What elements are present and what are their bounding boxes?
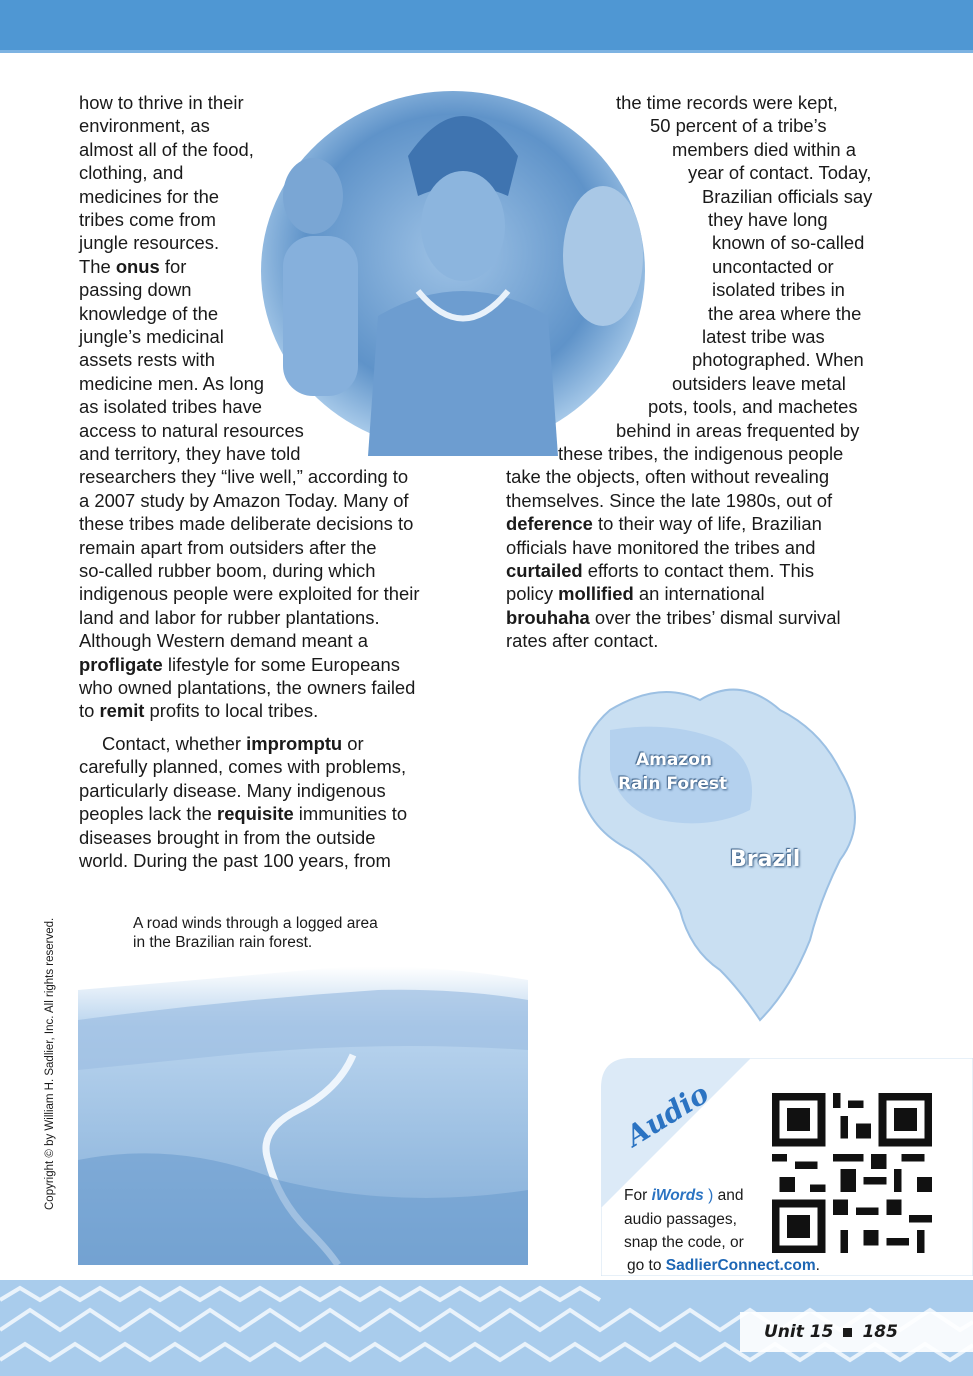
text-line: as isolated tribes have: [79, 396, 262, 418]
text-line: deference to their way of life, Brazilian: [506, 513, 822, 535]
vocabulary-word: deference: [506, 513, 593, 535]
text-line: policy mollified an international: [506, 583, 765, 605]
page-footer: [764, 1322, 898, 1342]
text-line: land and labor for rubber plantations.: [79, 606, 380, 628]
text-line: the time records were kept,: [616, 92, 838, 113]
text-line: outsiders leave metal: [672, 372, 846, 394]
text-line: passing down: [79, 279, 192, 301]
qr-code[interactable]: [772, 1093, 932, 1253]
text-line: year of contact. Today,: [688, 162, 872, 184]
text-line: Although Western demand meant a: [79, 630, 368, 652]
vocabulary-word: impromptu: [246, 733, 343, 754]
text-line: brouhaha over the tribes’ dismal survival: [506, 606, 841, 628]
text-line: these tribes, the indigenous people: [558, 443, 844, 464]
sadlier-connect-link[interactable]: SadlierConnect.com: [665, 1257, 816, 1274]
text-line: environment, as: [79, 115, 210, 137]
text-line: clothing, and: [79, 162, 184, 184]
text-line: The onus for: [79, 255, 187, 277]
text-line: researchers they “live well,” according to: [79, 466, 409, 488]
text-line: isolated tribes in: [712, 279, 845, 301]
text-line: uncontacted or: [712, 255, 834, 277]
vocabulary-word: onus: [115, 255, 160, 277]
text-line: known of so-called: [712, 232, 865, 254]
text-line: themselves. Since the late 1980s, out of: [506, 489, 833, 511]
text-line: remain apart from outsiders after the: [79, 536, 377, 558]
text-line: a 2007 study by Amazon Today. Many of: [79, 489, 409, 511]
unit-label: Unit 15: [764, 1322, 834, 1342]
text-line: tribes come from: [79, 209, 216, 230]
vocabulary-word: mollified: [558, 583, 634, 605]
logged-forest-photo: [78, 960, 528, 1265]
audio-line-4: go to SadlierConnect.com.: [627, 1257, 820, 1274]
audio-line-3: snap the code, or: [624, 1234, 744, 1251]
text-line: world. During the past 100 years, from: [79, 850, 391, 871]
text-line: take the objects, often without revealing: [506, 466, 830, 488]
text-line: these tribes made deliberate decisions to: [79, 513, 414, 535]
text-line: carefully planned, comes with problems,: [79, 756, 407, 778]
text-line: so-called rubber boom, during which: [79, 560, 376, 581]
vocabulary-word: remit: [99, 700, 145, 722]
text-line: knowledge of the: [79, 302, 219, 324]
text-line: how to thrive in their: [79, 92, 244, 113]
vocabulary-word: requisite: [217, 803, 294, 825]
text-line: access to natural resources: [79, 419, 304, 441]
text-line: to remit profits to local tribes.: [79, 700, 319, 722]
text-line: 50 percent of a tribe’s: [650, 115, 827, 137]
text-line: indigenous people were exploited for their: [79, 583, 420, 605]
text-line: diseases brought in from the outside: [79, 826, 376, 848]
square-bullet-icon: [843, 1328, 852, 1337]
text-line: profligate lifestyle for some Europeans: [79, 653, 400, 675]
vocabulary-word: profligate: [79, 653, 163, 675]
text-line: they have long: [708, 209, 828, 230]
text-line: particularly disease. Many indigenous: [79, 779, 386, 801]
text-line: medicines for the: [79, 185, 220, 207]
text-line: jungle resources.: [79, 232, 220, 254]
text-line: the area where the: [708, 302, 862, 324]
text-line: peoples lack the requisite immunities to: [79, 803, 408, 825]
text-line: rates after contact.: [506, 630, 659, 652]
text-line: behind in areas frequented by: [616, 419, 860, 441]
text-line: latest tribe was: [702, 326, 825, 347]
photo-caption: A road winds through a logged area in the Brazilian rain forest.: [133, 915, 378, 951]
top-banner: [0, 0, 973, 53]
vocabulary-word: curtailed: [506, 560, 583, 581]
text-line: photographed. When: [692, 349, 864, 371]
headphones-icon: ): [708, 1187, 714, 1204]
text-line: members died within a: [672, 138, 856, 160]
vocabulary-word: brouhaha: [506, 606, 590, 628]
text-line: officials have monitored the tribes and: [506, 536, 816, 558]
iwords-logo: iWords: [651, 1187, 704, 1204]
text-line: almost all of the food,: [79, 138, 254, 160]
text-line: assets rests with: [79, 349, 215, 371]
text-line: medicine men. As long: [79, 372, 265, 394]
map-label-brazil: Brazil: [730, 847, 801, 872]
text-line: who owned plantations, the owners failed: [79, 677, 416, 698]
copyright-notice: Copyright © by William H. Sadlier, Inc. All rights reserved.: [44, 917, 56, 1210]
text-line: Contact, whether impromptu or: [102, 733, 364, 754]
text-line: curtailed efforts to contact them. This: [506, 560, 815, 581]
map-label-rain-forest: Rain Forest: [618, 774, 728, 794]
text-line: Brazilian officials say: [702, 185, 873, 207]
text-line: jungle’s medicinal: [79, 326, 224, 347]
audio-line-1: For iWords ) and: [624, 1187, 744, 1204]
audio-line-2: audio passages,: [624, 1211, 737, 1228]
audio-heading: Audio: [620, 1076, 715, 1153]
map-label-amazon: Amazon: [636, 750, 713, 770]
tribe-photo: [258, 86, 648, 456]
text-line: pots, tools, and machetes: [648, 396, 858, 418]
page-number: 185: [862, 1322, 898, 1342]
text-line: and territory, they have told: [79, 443, 301, 464]
brazil-map: [570, 670, 880, 1030]
